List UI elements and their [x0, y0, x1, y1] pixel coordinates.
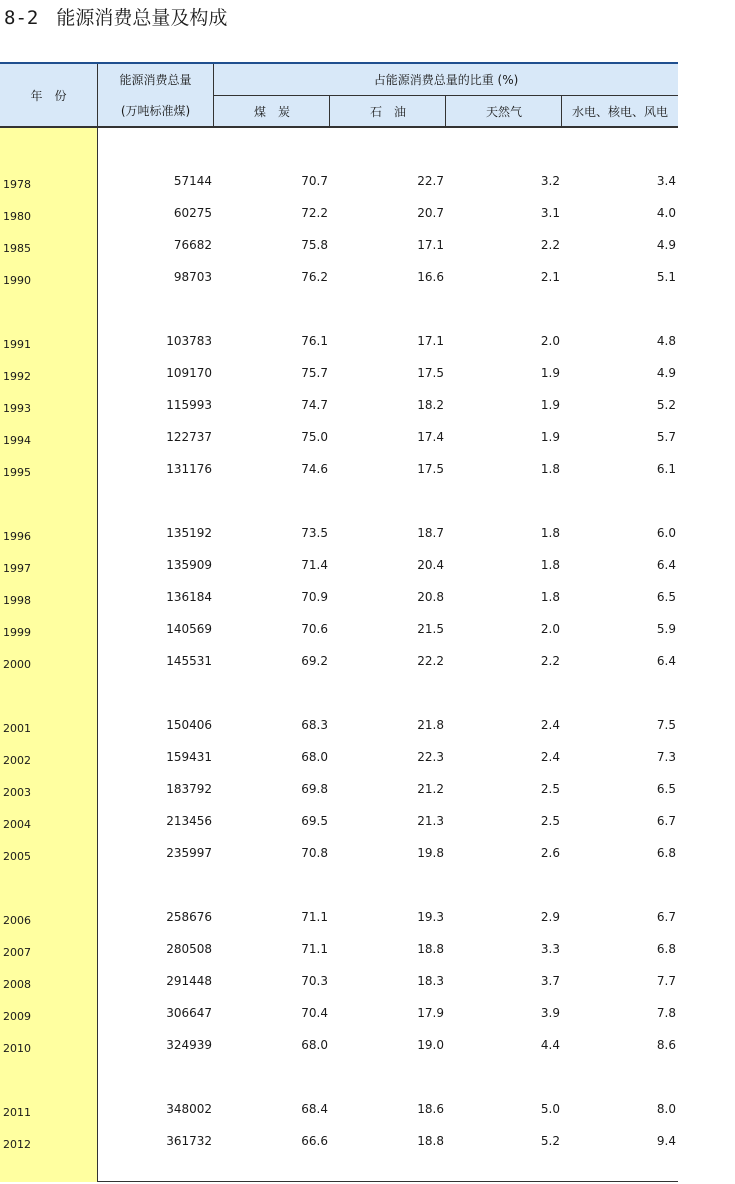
- header-total-line2: (万吨标准煤): [120, 104, 191, 118]
- cell-gas: 1.8: [540, 558, 560, 572]
- cell-other: 5.9: [656, 622, 676, 636]
- cell-oil: 19.3: [417, 910, 444, 924]
- cell-coal: 71.1: [301, 942, 328, 956]
- cell-total: 235997: [166, 846, 212, 860]
- row-year: 1978: [3, 178, 31, 191]
- cell-other: 9.4: [656, 1134, 676, 1148]
- header-gas: 天然气: [485, 104, 522, 119]
- table-row: [0, 973, 678, 993]
- cell-oil: 18.7: [417, 526, 444, 540]
- cell-gas: 5.0: [540, 1102, 560, 1116]
- table-row: [0, 941, 678, 961]
- cell-oil: 20.7: [417, 206, 444, 220]
- cell-coal: 68.4: [301, 1102, 328, 1116]
- cell-other: 3.4: [656, 174, 676, 188]
- table-row: [0, 1005, 678, 1025]
- table-row: [0, 1037, 678, 1057]
- row-year: 2008: [3, 978, 31, 991]
- cell-total: 136184: [166, 590, 212, 604]
- row-year: 2005: [3, 850, 31, 863]
- cell-other: 4.8: [656, 334, 676, 348]
- cell-coal: 72.2: [301, 206, 328, 220]
- cell-oil: 16.6: [417, 270, 444, 284]
- cell-gas: 2.2: [540, 654, 560, 668]
- row-year: 2003: [3, 786, 31, 799]
- cell-oil: 18.8: [417, 1134, 444, 1148]
- table-row: [0, 781, 678, 801]
- cell-gas: 2.4: [540, 718, 560, 732]
- cell-coal: 69.8: [301, 782, 328, 796]
- header-share-group: 占能源消费总量的比重 (%): [373, 73, 519, 87]
- cell-gas: 1.8: [540, 590, 560, 604]
- cell-oil: 19.8: [417, 846, 444, 860]
- cell-oil: 20.8: [417, 590, 444, 604]
- table-row: [0, 621, 678, 641]
- cell-total: 135192: [166, 526, 212, 540]
- cell-total: 109170: [166, 366, 212, 380]
- cell-coal: 76.1: [301, 334, 328, 348]
- cell-coal: 75.7: [301, 366, 328, 380]
- row-year: 1980: [3, 210, 31, 223]
- row-year: 1997: [3, 562, 31, 575]
- cell-oil: 22.3: [417, 750, 444, 764]
- table-row: [0, 237, 678, 257]
- table-row: [0, 461, 678, 481]
- header-divider: [214, 95, 678, 96]
- cell-other: 7.3: [656, 750, 676, 764]
- cell-total: 348002: [166, 1102, 212, 1116]
- table-row: [0, 1133, 678, 1153]
- cell-coal: 68.0: [301, 750, 328, 764]
- cell-gas: 5.2: [540, 1134, 560, 1148]
- cell-oil: 17.4: [417, 430, 444, 444]
- cell-total: 258676: [166, 910, 212, 924]
- cell-other: 6.4: [656, 654, 676, 668]
- row-year: 1990: [3, 274, 31, 287]
- cell-oil: 18.2: [417, 398, 444, 412]
- energy-table: [0, 62, 678, 1182]
- cell-other: 5.1: [656, 270, 676, 284]
- cell-other: 8.0: [656, 1102, 676, 1116]
- cell-gas: 1.8: [540, 526, 560, 540]
- cell-oil: 17.5: [417, 366, 444, 380]
- cell-total: 122737: [166, 430, 212, 444]
- cell-gas: 2.4: [540, 750, 560, 764]
- cell-coal: 70.4: [301, 1006, 328, 1020]
- cell-oil: 21.5: [417, 622, 444, 636]
- cell-coal: 76.2: [301, 270, 328, 284]
- table-row: [0, 269, 678, 289]
- cell-total: 183792: [166, 782, 212, 796]
- row-year: 2001: [3, 722, 31, 735]
- cell-total: 291448: [166, 974, 212, 988]
- row-year: 1998: [3, 594, 31, 607]
- cell-other: 7.5: [656, 718, 676, 732]
- cell-other: 6.8: [656, 846, 676, 860]
- cell-coal: 70.8: [301, 846, 328, 860]
- header-divider: [97, 64, 98, 126]
- cell-coal: 68.0: [301, 1038, 328, 1052]
- table-row: [0, 333, 678, 353]
- cell-coal: 75.0: [301, 430, 328, 444]
- cell-gas: 2.0: [540, 334, 560, 348]
- cell-coal: 70.9: [301, 590, 328, 604]
- cell-gas: 2.9: [540, 910, 560, 924]
- cell-coal: 70.3: [301, 974, 328, 988]
- cell-oil: 22.2: [417, 654, 444, 668]
- cell-other: 6.0: [656, 526, 676, 540]
- table-row: [0, 653, 678, 673]
- cell-total: 324939: [166, 1038, 212, 1052]
- row-year: 1992: [3, 370, 31, 383]
- cell-oil: 17.9: [417, 1006, 444, 1020]
- cell-gas: 3.2: [540, 174, 560, 188]
- cell-total: 145531: [166, 654, 212, 668]
- row-year: 2009: [3, 1010, 31, 1023]
- cell-other: 5.2: [656, 398, 676, 412]
- table-row: [0, 717, 678, 737]
- row-year: 2011: [3, 1106, 31, 1119]
- cell-oil: 18.6: [417, 1102, 444, 1116]
- cell-total: 140569: [166, 622, 212, 636]
- table-row: [0, 205, 678, 225]
- cell-gas: 2.6: [540, 846, 560, 860]
- cell-gas: 2.5: [540, 814, 560, 828]
- row-year: 1996: [3, 530, 31, 543]
- cell-other: 7.7: [656, 974, 676, 988]
- row-year: 1991: [3, 338, 31, 351]
- table-row: [0, 429, 678, 449]
- cell-coal: 69.5: [301, 814, 328, 828]
- cell-total: 213456: [166, 814, 212, 828]
- cell-total: 306647: [166, 1006, 212, 1020]
- cell-total: 159431: [166, 750, 212, 764]
- row-year: 1985: [3, 242, 31, 255]
- cell-other: 6.1: [656, 462, 676, 476]
- cell-coal: 68.3: [301, 718, 328, 732]
- table-row: [0, 173, 678, 193]
- cell-gas: 2.5: [540, 782, 560, 796]
- row-year: 1995: [3, 466, 31, 479]
- cell-oil: 17.1: [417, 238, 444, 252]
- cell-gas: 1.9: [540, 430, 560, 444]
- cell-total: 361732: [166, 1134, 212, 1148]
- cell-gas: 1.8: [540, 462, 560, 476]
- cell-oil: 17.5: [417, 462, 444, 476]
- header-divider: [445, 95, 446, 126]
- table-row: [0, 525, 678, 545]
- cell-oil: 21.2: [417, 782, 444, 796]
- table-number: 8-2: [4, 7, 39, 29]
- cell-other: 4.9: [656, 366, 676, 380]
- header-other: 水电、核电、风电: [571, 104, 668, 119]
- table-row: [0, 909, 678, 929]
- table-row: [0, 813, 678, 833]
- cell-coal: 66.6: [301, 1134, 328, 1148]
- cell-other: 6.5: [656, 782, 676, 796]
- row-year: 1999: [3, 626, 31, 639]
- cell-oil: 17.1: [417, 334, 444, 348]
- row-year: 2010: [3, 1042, 31, 1055]
- cell-coal: 74.7: [301, 398, 328, 412]
- cell-other: 6.4: [656, 558, 676, 572]
- header-year: 年 份: [30, 88, 67, 103]
- row-year: 2012: [3, 1138, 31, 1151]
- cell-other: 6.7: [656, 910, 676, 924]
- cell-oil: 18.3: [417, 974, 444, 988]
- row-year: 2002: [3, 754, 31, 767]
- cell-gas: 3.7: [540, 974, 560, 988]
- cell-gas: 2.2: [540, 238, 560, 252]
- cell-gas: 3.1: [540, 206, 560, 220]
- cell-gas: 2.0: [540, 622, 560, 636]
- table-header: [0, 62, 678, 128]
- row-year: 1994: [3, 434, 31, 447]
- table-row: [0, 365, 678, 385]
- header-divider: [329, 95, 330, 126]
- row-year: 2007: [3, 946, 31, 959]
- cell-other: 4.0: [656, 206, 676, 220]
- cell-total: 76682: [173, 238, 212, 252]
- cell-coal: 71.1: [301, 910, 328, 924]
- cell-total: 115993: [166, 398, 212, 412]
- cell-total: 135909: [166, 558, 212, 572]
- cell-oil: 21.8: [417, 718, 444, 732]
- cell-gas: 1.9: [540, 366, 560, 380]
- cell-other: 6.7: [656, 814, 676, 828]
- cell-coal: 71.4: [301, 558, 328, 572]
- cell-other: 6.8: [656, 942, 676, 956]
- cell-oil: 21.3: [417, 814, 444, 828]
- cell-gas: 4.4: [540, 1038, 560, 1052]
- cell-gas: 2.1: [540, 270, 560, 284]
- header-divider: [561, 95, 562, 126]
- header-oil: 石 油: [369, 104, 406, 119]
- cell-gas: 3.3: [540, 942, 560, 956]
- cell-total: 98703: [173, 270, 212, 284]
- cell-total: 280508: [166, 942, 212, 956]
- row-year: 2004: [3, 818, 31, 831]
- cell-oil: 22.7: [417, 174, 444, 188]
- cell-other: 8.6: [656, 1038, 676, 1052]
- cell-total: 103783: [166, 334, 212, 348]
- cell-coal: 70.6: [301, 622, 328, 636]
- header-total-line1: 能源消费总量: [119, 73, 192, 87]
- cell-coal: 73.5: [301, 526, 328, 540]
- cell-other: 5.7: [656, 430, 676, 444]
- cell-coal: 69.2: [301, 654, 328, 668]
- cell-coal: 75.8: [301, 238, 328, 252]
- cell-total: 57144: [173, 174, 212, 188]
- cell-total: 150406: [166, 718, 212, 732]
- header-coal: 煤 炭: [253, 104, 290, 119]
- table-row: [0, 1101, 678, 1121]
- cell-total: 131176: [166, 462, 212, 476]
- cell-oil: 19.0: [417, 1038, 444, 1052]
- row-year: 2006: [3, 914, 31, 927]
- cell-other: 4.9: [656, 238, 676, 252]
- table-row: [0, 557, 678, 577]
- cell-total: 60275: [173, 206, 212, 220]
- page-title: [4, 6, 227, 30]
- table-row: [0, 397, 678, 417]
- cell-coal: 70.7: [301, 174, 328, 188]
- table-title: 能源消费总量及构成: [56, 7, 228, 29]
- row-year: 2000: [3, 658, 31, 671]
- table-bottom-rule: [97, 1181, 678, 1182]
- table-row: [0, 749, 678, 769]
- row-year: 1993: [3, 402, 31, 415]
- cell-oil: 20.4: [417, 558, 444, 572]
- cell-other: 7.8: [656, 1006, 676, 1020]
- cell-oil: 18.8: [417, 942, 444, 956]
- cell-coal: 74.6: [301, 462, 328, 476]
- table-row: [0, 845, 678, 865]
- cell-gas: 1.9: [540, 398, 560, 412]
- cell-gas: 3.9: [540, 1006, 560, 1020]
- cell-other: 6.5: [656, 590, 676, 604]
- table-row: [0, 589, 678, 609]
